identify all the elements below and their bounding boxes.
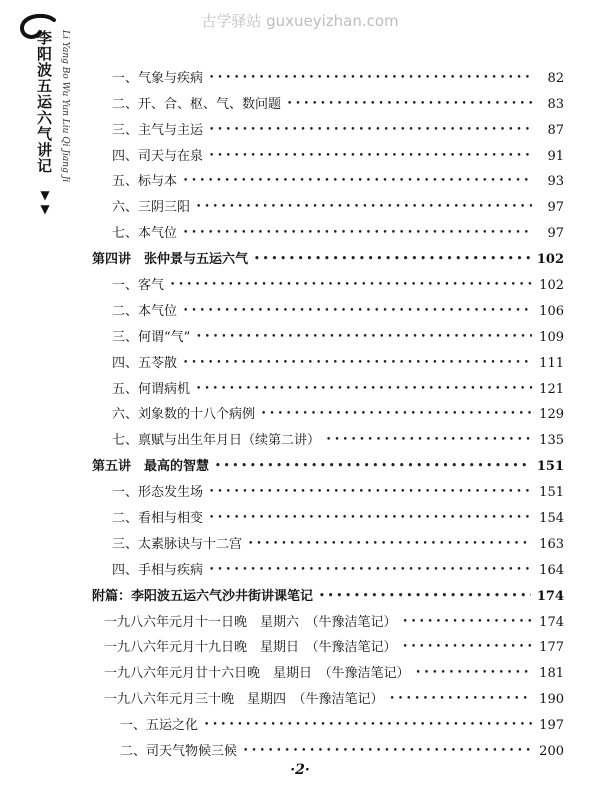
toc-entry-page: 87 (547, 122, 564, 138)
toc-entry[interactable] (84, 681, 564, 707)
dot-leader (209, 487, 532, 497)
dot-leader (326, 435, 532, 445)
dot-leader (287, 99, 532, 109)
toc-entry-title: 五、何谓病机 (112, 381, 191, 397)
dot-leader (209, 73, 532, 83)
dot-leader (243, 746, 532, 756)
toc-entry-page: 135 (539, 433, 564, 449)
page-number: ·2· (290, 762, 310, 778)
toc-chapter[interactable] (84, 448, 564, 474)
toc-entry-title: 二、本气位 (112, 303, 178, 319)
toc-entry[interactable] (84, 267, 564, 293)
toc-entry-page: 111 (539, 355, 564, 371)
dot-leader (204, 720, 532, 730)
toc-entry[interactable] (84, 60, 564, 86)
dot-leader (196, 202, 532, 212)
toc-entry-page: 109 (539, 329, 564, 345)
toc-entry[interactable] (84, 422, 564, 448)
dot-leader (196, 384, 532, 394)
toc-entry[interactable] (84, 474, 564, 500)
dot-leader (215, 461, 531, 471)
dot-leader (390, 694, 532, 704)
toc-entry-page: 197 (539, 718, 564, 734)
toc-chapter[interactable] (84, 578, 564, 604)
dot-leader (183, 358, 532, 368)
dot-leader (319, 591, 531, 601)
toc-entry-title: 一、气象与疾病 (112, 70, 204, 86)
toc-entry-title: 二、司天气物候三候 (120, 744, 238, 760)
toc-entry[interactable] (84, 319, 564, 345)
dot-leader (183, 176, 532, 186)
dot-leader (254, 254, 531, 264)
toc-entry[interactable] (84, 371, 564, 397)
toc-entry-page: 151 (539, 485, 564, 501)
dot-leader (196, 332, 532, 342)
toc-entry-page: 106 (539, 303, 564, 319)
toc-entry-page: 151 (536, 459, 564, 475)
dot-leader (403, 617, 532, 627)
toc-entry-page: 154 (539, 511, 564, 527)
toc-entry-title: 一九八六年元月十一日晚 星期六 （牛豫洁笔记） (104, 614, 397, 630)
toc-entry-page: 102 (539, 278, 564, 294)
toc-entry-title: 二、开、合、枢、气、数问题 (112, 96, 282, 112)
toc-entry[interactable] (84, 552, 564, 578)
dot-leader (183, 306, 532, 316)
toc-entry[interactable] (84, 86, 564, 112)
toc-entry-page: 91 (547, 148, 564, 164)
toc-entry-page: 164 (539, 562, 564, 578)
toc-chapter[interactable] (84, 241, 564, 267)
toc-entry[interactable] (84, 189, 564, 215)
dot-leader (209, 565, 532, 575)
toc-entry-title: 一、五运之化 (120, 718, 199, 734)
toc-entry[interactable] (84, 655, 564, 681)
book-spine-logo (12, 8, 72, 218)
dot-leader (416, 668, 532, 678)
table-of-contents (84, 60, 564, 759)
toc-entry[interactable] (84, 733, 564, 759)
toc-entry-title: 四、司天与在泉 (112, 148, 204, 164)
toc-entry-title: 七、禀赋与出生年月日（续第二讲） (112, 433, 321, 449)
dot-leader (209, 151, 532, 161)
toc-entry-title: 二、看相与相变 (112, 511, 204, 527)
toc-entry-page: 93 (547, 174, 564, 190)
toc-entry[interactable] (84, 707, 564, 733)
toc-entry-page: 174 (539, 614, 564, 630)
toc-entry[interactable] (84, 630, 564, 656)
toc-entry-title: 六、三阴三阳 (112, 200, 191, 216)
toc-entry[interactable] (84, 345, 564, 371)
toc-entry[interactable] (84, 215, 564, 241)
spine-book-subtitle: Li Yang Bo Wu Yun Liu Qi Jiang Ji (60, 30, 70, 183)
toc-entry-page: 83 (547, 96, 564, 112)
toc-entry[interactable] (84, 604, 564, 630)
toc-entry-page: 121 (539, 381, 564, 397)
spine-book-title: 李阳波五运六气讲记 (35, 30, 53, 174)
toc-entry-page: 129 (539, 407, 564, 423)
toc-entry-title: 四、手相与疾病 (112, 562, 204, 578)
toc-entry-title: 一九八六年元月三十晚 星期四 （牛豫洁笔记） (104, 692, 384, 708)
toc-entry-page: 174 (536, 588, 564, 604)
toc-entry-title: 七、本气位 (112, 226, 178, 242)
dot-leader (183, 228, 532, 238)
toc-entry-title: 三、主气与主运 (112, 122, 204, 138)
toc-entry[interactable] (84, 293, 564, 319)
toc-entry-title: 五、标与本 (112, 174, 178, 190)
toc-entry-page: 177 (539, 640, 564, 656)
dot-leader (209, 513, 532, 523)
toc-entry-page: 97 (547, 200, 564, 216)
dot-leader (248, 539, 532, 549)
toc-chapter-title: 第四讲 张仲景与五运六气 (92, 252, 249, 268)
dot-leader (209, 125, 532, 135)
dot-leader (261, 409, 532, 419)
toc-entry-page: 97 (547, 226, 564, 242)
toc-entry-page: 190 (539, 692, 564, 708)
dot-leader (170, 280, 532, 290)
toc-entry[interactable] (84, 500, 564, 526)
toc-chapter-title: 附篇：李阳波五运六气沙井街讲课笔记 (92, 588, 314, 604)
toc-entry-title: 一九八六年元月廿十六日晚 星期日 （牛豫洁笔记） (104, 666, 410, 682)
watermark-text: 古学驿站 guxueyizhan.com (201, 12, 399, 30)
toc-entry[interactable] (84, 526, 564, 552)
toc-entry[interactable] (84, 138, 564, 164)
dot-leader (403, 642, 532, 652)
toc-entry-page: 163 (539, 536, 564, 552)
toc-entry-title: 六、刘象数的十八个病例 (112, 407, 256, 423)
toc-entry-page: 82 (547, 70, 564, 86)
toc-entry[interactable] (84, 397, 564, 423)
toc-entry-title: 一九八六年元月十九日晚 星期日 （牛豫洁笔记） (104, 640, 397, 656)
toc-entry[interactable] (84, 164, 564, 190)
toc-entry-title: 一、客气 (112, 278, 165, 294)
toc-entry[interactable] (84, 112, 564, 138)
toc-entry-page: 102 (536, 252, 564, 268)
toc-entry-title: 三、太素脉诀与十二宫 (112, 536, 243, 552)
toc-entry-page: 181 (539, 666, 564, 682)
toc-entry-title: 四、五苓散 (112, 355, 178, 371)
toc-chapter-title: 第五讲 最高的智慧 (92, 459, 210, 475)
toc-entry-page: 200 (539, 744, 564, 760)
toc-entry-title: 三、何谓“气” (112, 329, 191, 345)
toc-entry-title: 一、形态发生场 (112, 485, 204, 501)
down-arrow-icon: ▼▼ (38, 188, 52, 216)
